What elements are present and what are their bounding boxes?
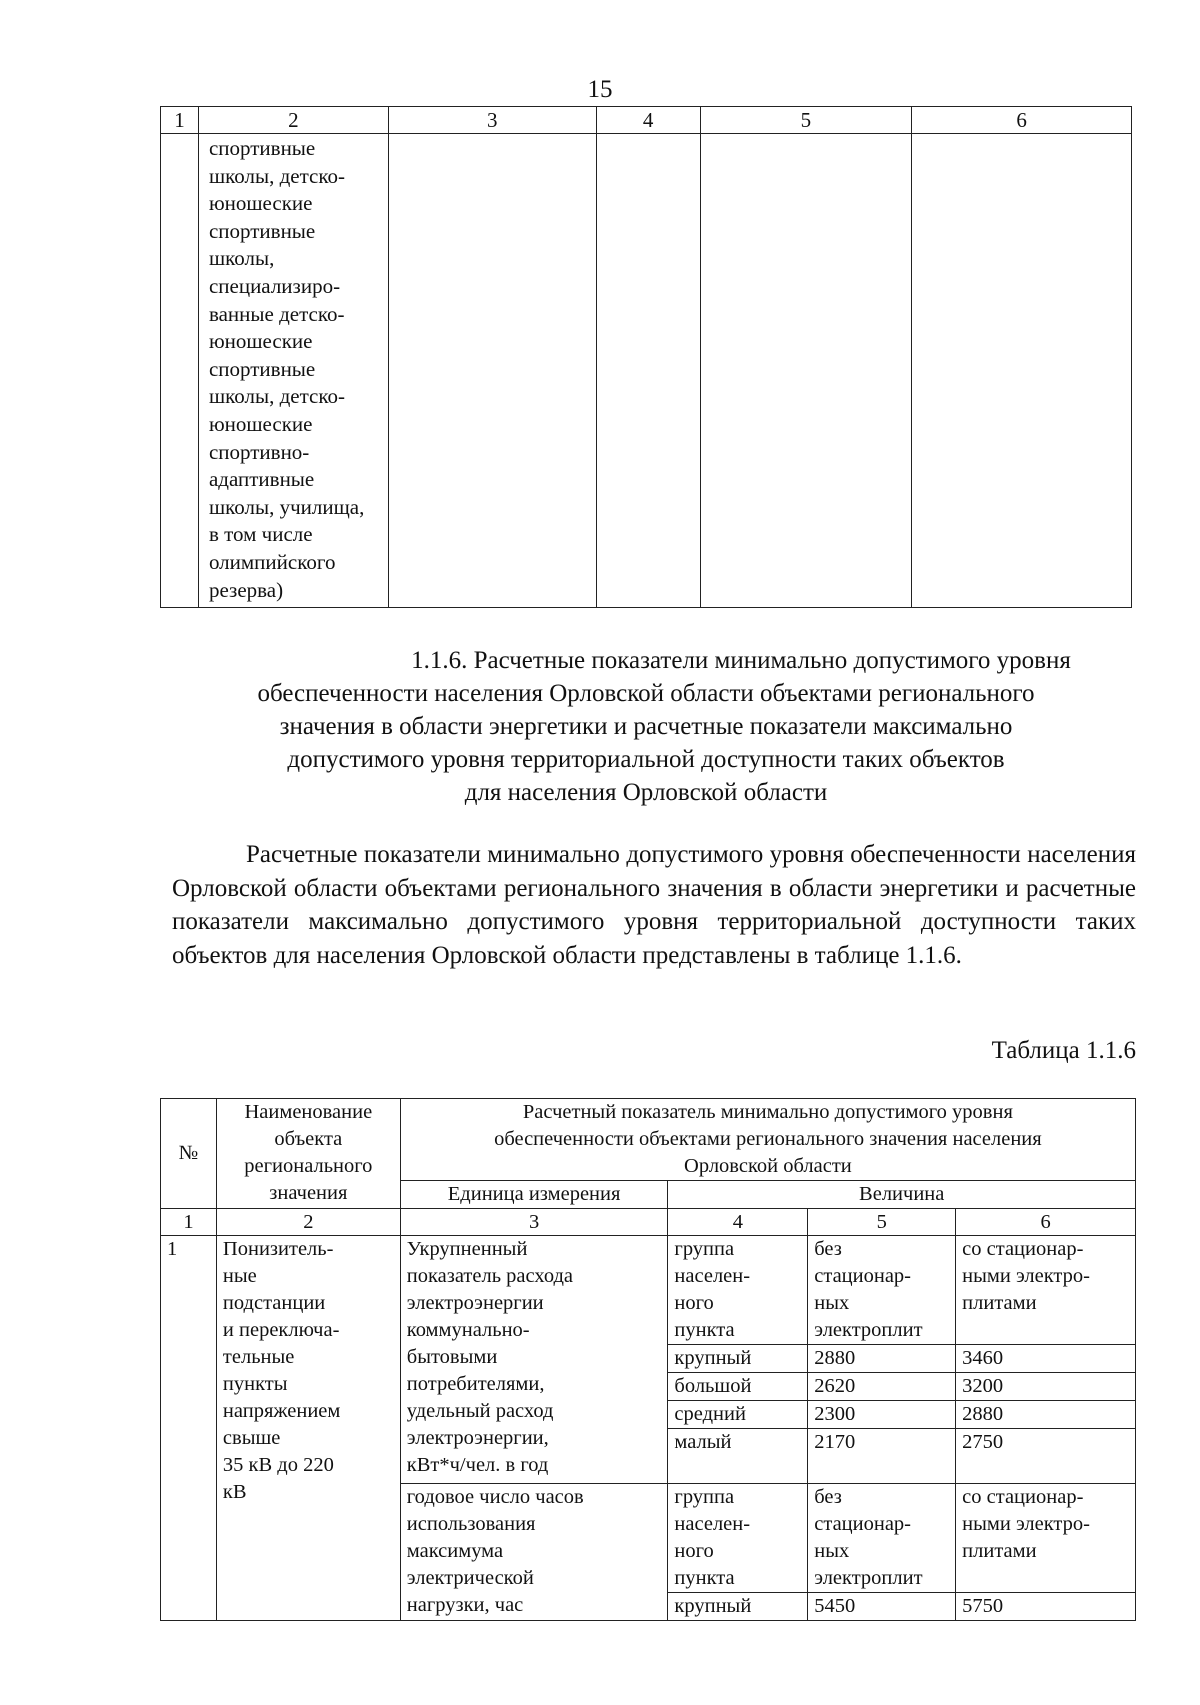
text-line: электрической [406,1567,534,1589]
text-line: спортивно- [208,439,310,464]
text-line: свыше [222,1427,281,1449]
text-line: резерва) [208,577,284,602]
value-with-stoves: 2880 [956,1401,1136,1429]
header-line: Расчетный показатель минимально допустимого уровня [522,1101,1013,1123]
text-line: ных [814,1292,850,1314]
text-line: школы, детско- [208,384,345,409]
unit-cell [400,1236,668,1484]
empty-cell [596,134,700,608]
indicators-table [160,1098,1136,1621]
value-with-stoves: 3200 [956,1373,1136,1401]
page-number: 15 [587,76,613,103]
text-line: пункта [674,1319,735,1341]
settlement-group: большой [668,1373,808,1401]
text-line: бытовыми [406,1346,498,1368]
table-caption: Таблица 1.1.6 [991,1037,1136,1064]
heading-line: 1.1.6. Расчетные показатели минимально допустимого уровня [411,647,1071,674]
text-line: спортивные [208,136,316,160]
row-number: 1 [161,1236,217,1621]
value-with-stoves: 3460 [956,1345,1136,1373]
header-indicator-cell [400,1099,1135,1181]
text-line: ного [674,1292,714,1314]
text-line: тельные [222,1346,295,1368]
text-line: Укрупненный [406,1238,528,1260]
header-line: обеспеченности объектами регионального значения населения [494,1128,1042,1150]
text-line: стационар- [814,1513,912,1535]
text-line: напряжением [222,1400,341,1422]
body-paragraph: Расчетные показатели минимально допустимого уровня обеспеченности населения Орловской области объектами регионального значения в области энергетики и расчетные показатели максимально допустимого уровня территориальной доступности таких объектов для населения Орловской области представлены в таблице 1.1.6. [172,841,1136,969]
settlement-group: крупный [668,1593,808,1621]
with-stoves-header-cell [956,1236,1136,1345]
empty-cell [388,134,596,608]
value-without-stoves: 2620 [808,1373,956,1401]
without-stoves-header-cell [808,1484,956,1593]
text-line: электроэнергии, [406,1427,549,1449]
column-number: 5 [700,107,912,134]
column-number: 4 [596,107,700,134]
column-number: 1 [161,107,199,134]
section-heading [160,644,1132,809]
empty-cell [161,134,199,608]
column-number: 2 [198,107,388,134]
column-number: 6 [912,107,1132,134]
text-line: максимума [406,1540,504,1562]
text-line: электроплит [814,1319,923,1341]
continued-cell-text [198,134,388,608]
value-without-stoves: 2300 [808,1401,956,1429]
heading-line: допустимого уровня территориальной доступности таких объектов [287,746,1005,773]
text-line: кВт*ч/чел. в год [406,1454,549,1476]
text-line: юношеские [208,411,313,436]
text-line: коммунально- [406,1319,530,1341]
text-line: адаптивные [208,467,315,492]
text-line: спортивные [208,356,316,381]
header-number-cell [161,1099,217,1209]
text-line: плитами [962,1292,1037,1314]
text-line: использования [406,1513,536,1535]
header-unit: Единица измерения [400,1181,668,1209]
with-stoves-header-cell [956,1484,1136,1593]
header-value: Величина [668,1181,1136,1209]
text-line: олимпийского [208,549,336,574]
text-line: показатель расхода [406,1265,574,1287]
text-line: специализиро- [208,273,341,298]
text-line: населен- [674,1265,751,1287]
text-line: юношеские [208,329,313,354]
text-line: нагрузки, час [406,1594,524,1616]
unit-cell [400,1484,668,1621]
column-number: 6 [956,1209,1136,1236]
text-line: школы, детско- [208,163,345,188]
text-line: электроэнергии [406,1292,544,1314]
header-line: значения [269,1182,348,1204]
value-without-stoves: 2880 [808,1345,956,1373]
empty-cell [912,134,1132,608]
column-number-row [161,1209,1136,1236]
text-line: в том числе [208,522,313,547]
text-line: группа [674,1238,735,1260]
text-line: населен- [674,1513,751,1535]
settlement-group: малый [668,1429,808,1484]
text-line: 35 кВ до 220 [222,1454,334,1476]
text-line: ванные детско- [208,301,345,326]
table-row [161,1236,1136,1345]
text-line: плитами [962,1540,1037,1562]
column-number: 2 [216,1209,400,1236]
column-number: 3 [400,1209,668,1236]
column-number: 5 [808,1209,956,1236]
heading-line: обеспеченности населения Орловской области объектами регионального [257,680,1035,707]
text-line: ных [814,1540,850,1562]
heading-line: для населения Орловской области [464,779,828,806]
table-header-row [161,1099,1136,1181]
settlement-group: крупный [668,1345,808,1373]
text-line: без [814,1238,842,1260]
text-line: Понизитель- [222,1238,334,1260]
header-line: регионального [244,1155,373,1177]
text-line: со стационар- [962,1486,1084,1508]
column-number: 4 [668,1209,808,1236]
heading-line: значения в области энергетики и расчетные показатели максимально [279,713,1013,740]
text-line: группа [674,1486,735,1508]
continued-table [160,106,1132,608]
text-line: ными электро- [962,1265,1090,1287]
header-line: Орловской области [684,1155,852,1177]
settlement-group: средний [668,1401,808,1429]
header-name-cell [216,1099,400,1209]
header-number: № [178,1142,199,1164]
text-line: и переключа- [222,1319,340,1341]
column-number: 1 [161,1209,217,1236]
text-line: со стационар- [962,1238,1084,1260]
text-line: удельный расход [406,1400,554,1422]
value-without-stoves: 5450 [808,1593,956,1621]
value-with-stoves: 2750 [956,1429,1136,1484]
text-line: пункта [674,1567,735,1589]
value-without-stoves: 2170 [808,1429,956,1484]
object-name-cell [216,1236,400,1621]
table-row [161,134,1132,608]
text-line: ного [674,1540,714,1562]
group-header-cell [668,1484,808,1593]
text-line: стационар- [814,1265,912,1287]
header-line: Наименование [244,1101,373,1123]
text-line: спортивные [208,218,316,243]
column-number: 3 [388,107,596,134]
header-line: объекта [274,1128,343,1150]
text-line: школы, [208,246,275,271]
text-line: годовое число часов [406,1486,584,1508]
column-number-row [161,107,1132,134]
text-line: ные [222,1265,257,1287]
text-line: школы, училища, [208,494,365,519]
text-line: кВ [222,1481,247,1503]
text-line: ными электро- [962,1513,1090,1535]
text-line: потребителями, [406,1373,545,1395]
value-with-stoves: 5750 [956,1593,1136,1621]
text-line: без [814,1486,842,1508]
text-line: электроплит [814,1567,923,1589]
text-line: юношеские [208,191,313,216]
text-line: подстанции [222,1292,326,1314]
group-header-cell [668,1236,808,1345]
without-stoves-header-cell [808,1236,956,1345]
text-line: пункты [222,1373,288,1395]
empty-cell [700,134,912,608]
